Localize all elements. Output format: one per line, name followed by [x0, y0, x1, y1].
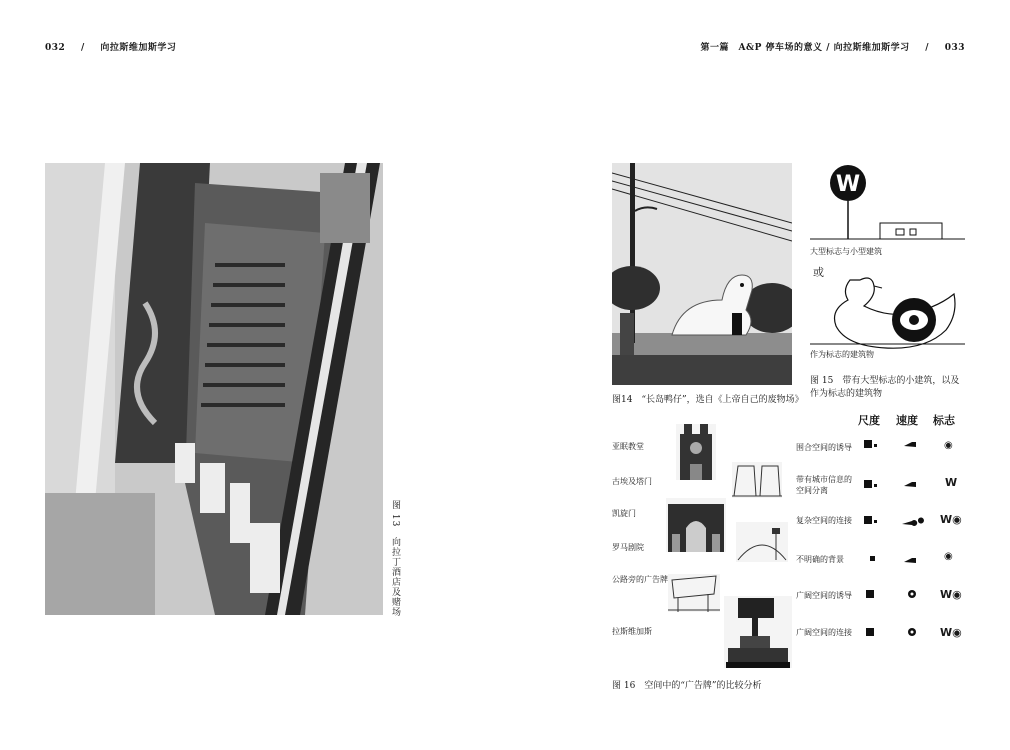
long-island-duckling-photo	[612, 163, 792, 385]
sign-symbol-row3: W◉	[940, 513, 962, 526]
header-separator-right: /	[925, 43, 930, 53]
row-label-complex-link: 复杂空间的连接	[796, 516, 852, 525]
sign-symbol-row1: ◉	[944, 440, 953, 451]
row-label-urban-separation: 带有城市信息的空间分离	[796, 475, 852, 495]
vegas-sketch-drawing	[724, 596, 792, 668]
duck-outline-drawing	[810, 272, 970, 350]
right-chapter-title: 第一篇 A&P 停车场的意义 / 向拉斯维加斯学习	[700, 43, 910, 53]
billboard-sketch-drawing	[668, 574, 720, 612]
figure15-caption	[810, 375, 970, 401]
row-label-enclosed-guidance: 围合空间的诱导	[796, 443, 852, 452]
theater-sketch-drawing	[736, 522, 788, 562]
sign-symbol-row5: W◉	[940, 588, 962, 601]
column-header-scale: 尺度	[858, 414, 880, 427]
sign-symbol-row4: ◉	[944, 551, 953, 562]
w-sign-drawing	[810, 163, 970, 253]
sign-symbol-row2: W	[945, 476, 958, 489]
label-egyptian-pylon: 古埃及塔门	[612, 477, 652, 486]
aerial-photo-hotel-casino	[45, 163, 383, 615]
right-page-number: 033	[944, 43, 965, 53]
figure14-caption: 图14 “长岛鸭仔”，选自《上帝自己的废物场》	[612, 395, 804, 405]
billboard-sketch	[668, 574, 720, 612]
or-label: 或	[813, 266, 824, 279]
right-running-header	[689, 40, 965, 53]
column-header-sign: 标志	[933, 414, 955, 427]
label-las-vegas: 拉斯维加斯	[612, 627, 652, 636]
row-label-wide-guidance: 广阔空间的诱导	[796, 591, 852, 600]
left-book-title: 向拉斯维加斯学习	[100, 43, 177, 53]
duck-building-label: 作为标志的建筑物	[810, 350, 874, 359]
aerial-photo-drawing	[45, 163, 383, 615]
row-label-ambiguous-background: 不明确的背景	[796, 555, 844, 564]
w-sign-letter: W	[835, 172, 861, 197]
figure16-caption: 图 16 空间中的“广告牌”的比较分析	[612, 681, 762, 691]
sign-symbol-row6: W◉	[940, 626, 962, 639]
label-roadside-billboard: 公路旁的广告牌	[612, 575, 668, 584]
cathedral-sketch	[676, 424, 716, 480]
figure15-caption-line2: 作为标志的建筑物	[810, 389, 883, 399]
big-sign-small-building-diagram	[810, 163, 970, 253]
left-page-number: 032	[45, 43, 66, 53]
label-amiens-cathedral: 亚眠教堂	[612, 442, 644, 451]
big-sign-label: 大型标志与小型建筑	[810, 247, 882, 256]
row-label-wide-link: 广阔空间的连接	[796, 628, 852, 637]
pylon-sketch	[732, 462, 782, 498]
duck-building-diagram	[810, 272, 970, 350]
cathedral-sketch-drawing	[676, 424, 716, 480]
symbols-grid	[856, 432, 976, 647]
header-separator: /	[80, 43, 85, 53]
figure15-caption-line1: 图 15 带有大型标志的小建筑，以及	[810, 376, 960, 386]
column-header-speed: 速度	[896, 414, 918, 427]
pylon-sketch-drawing	[732, 462, 782, 498]
label-triumphal-arch: 凯旋门	[612, 509, 636, 518]
triumphal-arch-sketch	[666, 498, 726, 552]
roman-theater-sketch	[736, 522, 788, 562]
arch-sketch-drawing	[666, 498, 726, 552]
duck-photo-drawing	[612, 163, 792, 385]
label-roman-theater: 罗马剧院	[612, 543, 644, 552]
left-running-header	[45, 40, 188, 53]
las-vegas-sign-sketch	[724, 596, 792, 668]
figure13-caption: 图 13 向拉丁酒店及赌场	[390, 500, 400, 618]
